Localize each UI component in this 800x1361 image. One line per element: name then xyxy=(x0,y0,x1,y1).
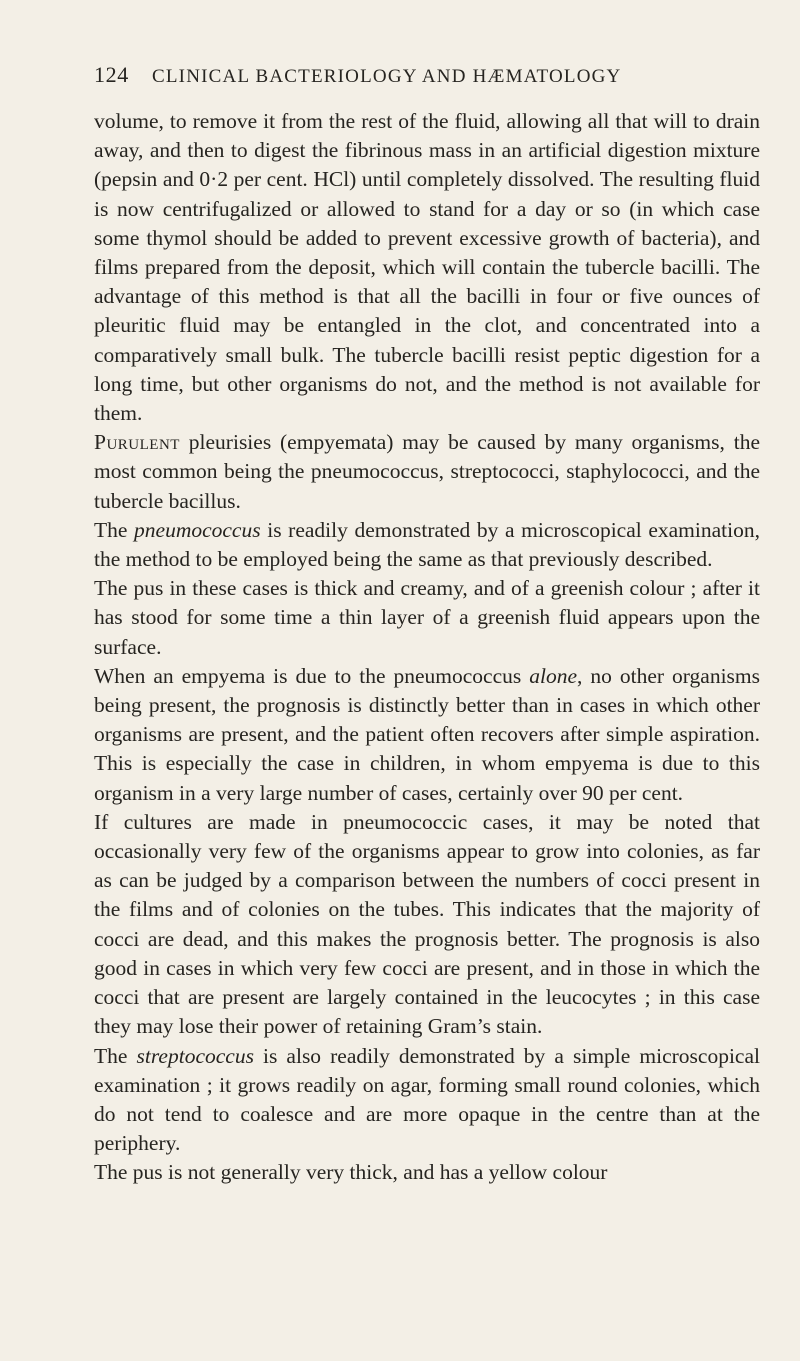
paragraph-text-pre: The xyxy=(94,517,135,542)
paragraph-digestion-method xyxy=(94,107,760,428)
body-text xyxy=(94,107,760,1188)
paragraph-text-post: is also readily demonstrated by a simple microscopical examination ; it grows readily on agar, forming small round colonies, which do not tend to coalesce and are more opaque in the centre than at the periphery. xyxy=(94,1043,760,1156)
paragraph-prognosis xyxy=(94,662,760,808)
paragraph-pus-yellow xyxy=(94,1158,760,1187)
paragraph-pus-description xyxy=(94,574,760,662)
paragraph-purulent-pleurisies xyxy=(94,428,760,516)
paragraph-streptococcus xyxy=(94,1042,760,1159)
page-number: 124 xyxy=(94,62,129,87)
running-head xyxy=(94,62,760,92)
paragraph-text: The pus in these cases is thick and creamy, and of a greenish colour ; after it has stood for some time a thin layer of a greenish fluid appears upon the surface. xyxy=(94,576,760,659)
italic-term: alone xyxy=(529,663,577,688)
paragraph-pneumococcus xyxy=(94,516,760,574)
paragraph-text-pre: When an empyema is due to the pneumococcus xyxy=(94,663,530,688)
paragraph-text: The pus is not generally very thick, and has a yellow colour xyxy=(94,1160,608,1185)
smallcaps-lead: Purulent xyxy=(94,430,180,455)
paragraph-text: If cultures are made in pneumococcic cases, it may be noted that occasionally very few of the organisms appear to grow into colonies, as far as can be judged by a comparison between the numbers of cocci present in the films and of colonies on the tubes. This indicates that the majority of cocci are dead, and this makes the prognosis better. The prognosis is also good in cases in which very few cocci are present, and in those in which the cocci that are present are largely contained in the leucocytes ; in this case they may lose their power of retaining Gram’s stain. xyxy=(94,809,760,1039)
running-title: CLINICAL BACTERIOLOGY AND HÆMATOLOGY xyxy=(152,66,622,87)
italic-term: streptococcus xyxy=(136,1043,254,1068)
paragraph-text: volume, to remove it from the rest of the fluid, allowing all that will to drain away, and then to digest the fibrinous mass in an artificial digestion mixture (pepsin and 0·2 per cent. HCl) until completely dissolved. The resulting fluid is now centrifugalized or allowed to stand for a day or so (in which case some thymol should be added to prevent excessive growth of bacteria), and films prepared from the deposit, which will contain the tubercle bacilli. The advantage of this method is that all the bacilli in four or five ounces of pleuritic fluid may be entangled in the clot, and concentrated into a comparatively small bulk. The tubercle bacilli resist peptic digestion for a long time, but other organisms do not, and the method is not available for them. xyxy=(94,109,760,426)
paragraph-cultures xyxy=(94,808,760,1042)
italic-term: pneumococcus xyxy=(134,517,261,542)
paragraph-text-pre: The xyxy=(94,1043,137,1068)
paragraph-text-post: is readily demonstrated by a microscopical examination, the method to be employed being the same as that previously described. xyxy=(94,517,760,572)
paragraph-text: pleurisies (empyemata) may be caused by many organisms, the most common being the pneumococcus, streptococci, staphylococci, and the tubercle bacillus. xyxy=(94,430,760,513)
paragraph-text-post: , no other organisms being present, the prognosis is distinctly better than in cases in which other organisms are present, and the patient often recovers after simple aspiration. This is especially the case in children, in whom empyema is due to this organism in a very large number of cases, certainly over 90 per cent. xyxy=(94,663,760,805)
